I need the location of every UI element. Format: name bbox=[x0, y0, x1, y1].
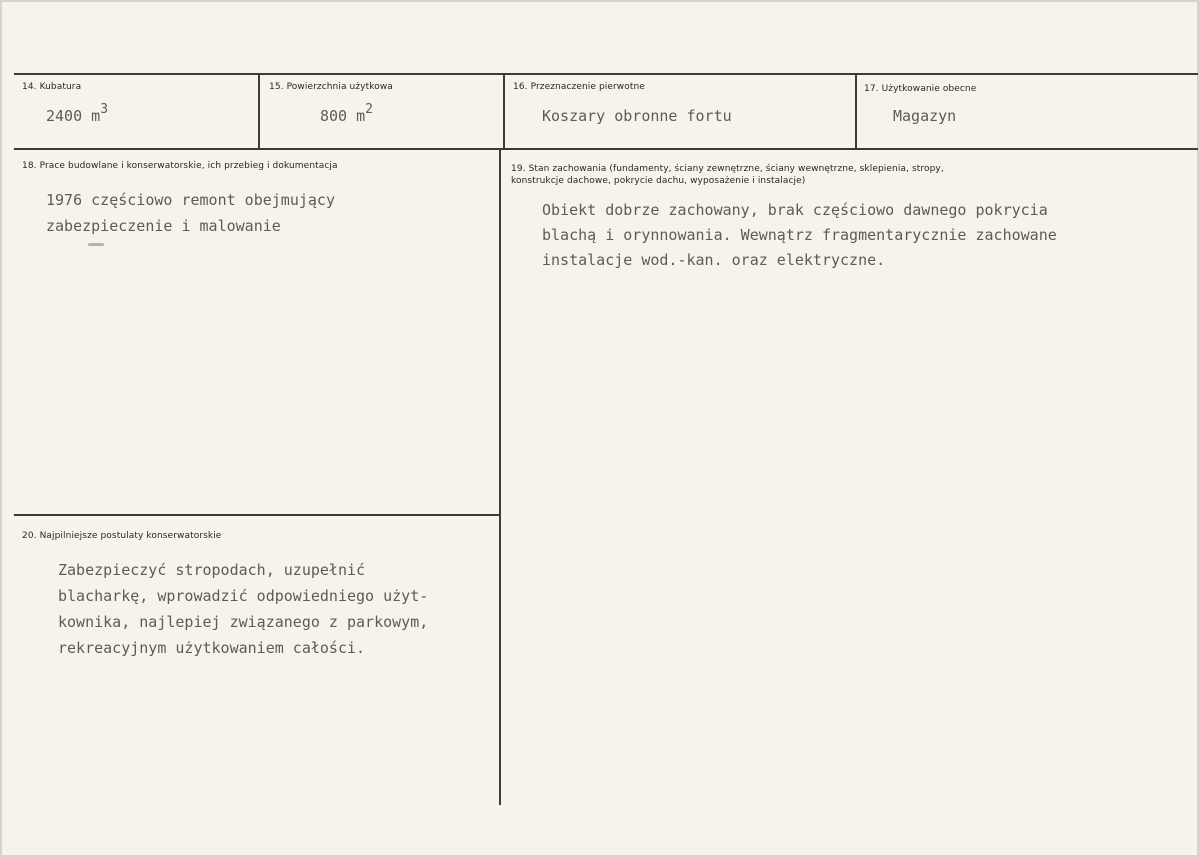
field-18-line-1: 1976 częściowo remont obejmujący bbox=[46, 191, 335, 209]
field-14-number: 2400 m bbox=[46, 107, 101, 125]
field-17-value: Magazyn bbox=[893, 107, 957, 125]
field-16-value: Koszary obronne fortu bbox=[542, 107, 732, 125]
field-15-number: 800 m bbox=[320, 107, 366, 125]
field-14-label: 14. Kubatura bbox=[22, 82, 82, 92]
field-17-label: 17. Użytkowanie obecne bbox=[864, 84, 977, 94]
ink-smudge bbox=[88, 243, 104, 246]
field-20-label: 20. Najpilniejsze postulaty konserwatorskie bbox=[22, 531, 222, 541]
field-15-exponent: 2 bbox=[365, 102, 373, 117]
field-18-line-2: zabezpieczenie i malowanie bbox=[46, 217, 281, 235]
divider-15-16 bbox=[503, 75, 505, 149]
top-rule bbox=[14, 73, 1198, 75]
field-19-line-3: instalacje wod.-kan. oraz elektryczne. bbox=[542, 251, 886, 269]
f18-bottom-rule bbox=[14, 514, 501, 516]
field-15-value bbox=[320, 103, 373, 131]
field-20-line-3: kownika, najlepiej związanego z parkowym, bbox=[58, 613, 429, 631]
row1-bottom-rule bbox=[14, 148, 1198, 150]
field-19-label-line-2: konstrukcje dachowe, pokrycie dachu, wyposażenie i instalacje) bbox=[511, 176, 806, 186]
field-14-value bbox=[46, 103, 108, 131]
field-19-line-2: blachą i orynnowania. Wewnątrz fragmentarycznie zachowane bbox=[542, 226, 1057, 244]
field-15-label: 15. Powierzchnia użytkowa bbox=[269, 82, 393, 92]
field-20-line-4: rekreacyjnym użytkowaniem całości. bbox=[58, 639, 366, 657]
field-19-label-line-1: 19. Stan zachowania (fundamenty, ściany zewnętrzne, ściany wewnętrzne, sklepienia, stropy, bbox=[511, 164, 944, 174]
field-18-label: 18. Prace budowlane i konserwatorskie, ich przebieg i dokumentacja bbox=[22, 161, 338, 171]
field-20-line-2: blacharkę, wprowadzić odpowiedniego użyt- bbox=[58, 587, 429, 605]
field-14-exponent: 3 bbox=[100, 102, 109, 117]
field-19-line-1: Obiekt dobrze zachowany, brak częściowo dawnego pokrycia bbox=[542, 201, 1048, 219]
main-column-divider bbox=[499, 150, 501, 805]
field-16-label: 16. Przeznaczenie pierwotne bbox=[513, 82, 645, 92]
divider-14-15 bbox=[258, 75, 260, 149]
divider-16-17 bbox=[855, 75, 857, 149]
field-20-line-1: Zabezpieczyć stropodach, uzupełnić bbox=[58, 561, 366, 579]
